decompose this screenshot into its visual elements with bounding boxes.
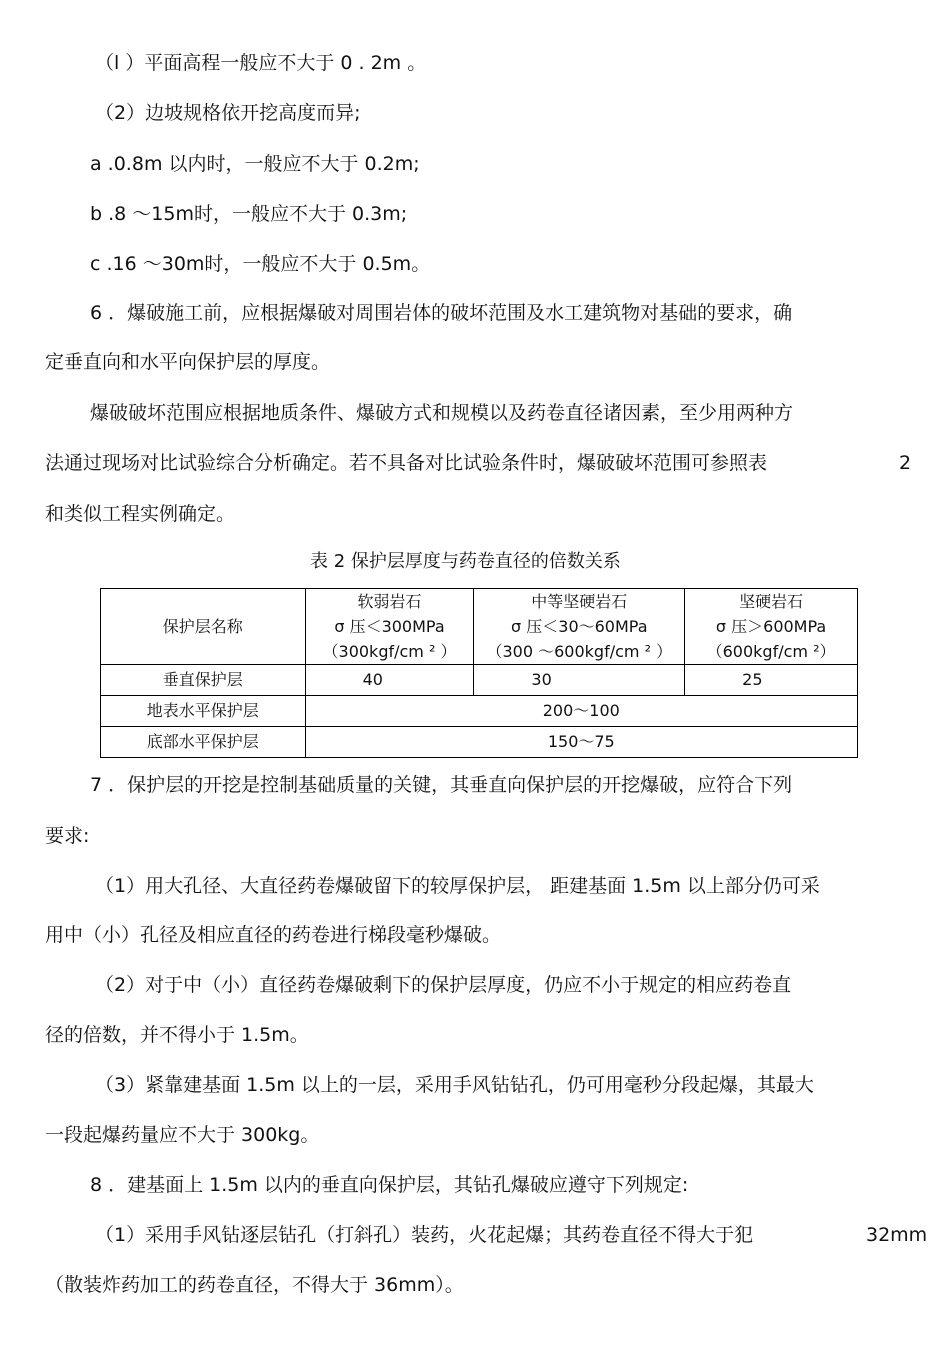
paragraph-1: （l ）平面高程一般应不大于 0 . 2m 。: [95, 52, 427, 74]
header-medium-rock-cell: [474, 589, 685, 665]
table-row: [101, 696, 858, 727]
paragraph-4: b .8 ～15m时，一般应不大于 0.3m;: [90, 203, 408, 225]
header-soft-rock-label: 软弱岩石: [357, 592, 422, 611]
paragraph-11: 7 ．保护层的开挖是控制基础质量的关键，其垂直向保护层的开挖爆破，应符合下列: [90, 774, 793, 796]
header-hard-rock-pressure: σ 压＞600MPa: [715, 617, 827, 636]
paragraph-3: a .0.8m 以内时，一般应不大于 0.2m;: [90, 153, 420, 175]
paragraph-6: 6 ．爆破施工前，应根据爆破对周围岩体的破坏范围及水工建筑物对基础的要求，确: [90, 302, 793, 324]
table-row: [101, 665, 858, 696]
row-name-cell: 垂直保护层: [101, 665, 306, 696]
paragraph-16: 径的倍数，并不得小于 1.5m。: [45, 1024, 309, 1046]
paragraph-20-tail: 32mm: [866, 1224, 928, 1246]
header-medium-rock-label: 中等坚硬岩石: [531, 592, 628, 611]
paragraph-20: （1）采用手风钻逐层钻孔（打斜孔）装药，火花起爆；其药卷直径不得大于犯: [95, 1224, 754, 1246]
row-value-cell: 30: [474, 665, 685, 696]
paragraph-13: （1）用大孔径、大直径药卷爆破留下的较厚保护层， 距建基面 1.5m 以上部分仍可采: [95, 875, 820, 897]
table-row: [101, 727, 858, 758]
row-merged-value-cell: 200～100: [305, 696, 857, 727]
row-value-cell: 25: [685, 665, 858, 696]
row-value-cell: 40: [305, 665, 474, 696]
paragraph-8: 爆破破坏范围应根据地质条件、爆破方式和规模以及药卷直径诸因素，至少用两种方: [90, 402, 794, 424]
header-medium-rock-pressure: σ 压＜30～60MPa: [511, 617, 648, 636]
paragraph-9-tail: 2: [899, 452, 912, 474]
paragraph-15: （2）对于中（小）直径药卷爆破剩下的保护层厚度，仍应不小于规定的相应药卷直: [95, 974, 792, 996]
paragraph-12: 要求:: [45, 825, 90, 847]
paragraph-5: c .16 ～30m时，一般应不大于 0.5m。: [90, 253, 431, 275]
paragraph-10: 和类似工程实例确定。: [45, 503, 236, 525]
header-medium-rock-unit: （300 ～600kgf/cm ² ）: [486, 642, 673, 661]
header-soft-rock-cell: [305, 589, 474, 665]
paragraph-2: （2）边坡规格依开挖高度而异;: [95, 102, 361, 124]
header-soft-rock-unit: （300kgf/cm ² ）: [322, 642, 457, 661]
header-hard-rock-unit: （600kgf/cm ²）: [706, 642, 836, 661]
table-caption: 表 2 保护层厚度与药卷直径的倍数关系: [310, 551, 621, 572]
paragraph-14: 用中（小）孔径及相应直径的药卷进行梯段毫秒爆破。: [45, 924, 502, 946]
header-name-cell: 保护层名称: [101, 589, 306, 665]
row-name-cell: 地表水平保护层: [101, 696, 306, 727]
row-name-cell: 底部水平保护层: [101, 727, 306, 758]
paragraph-21: （散装炸药加工的药卷直径，不得大于 36mm）。: [45, 1274, 464, 1296]
protection-layer-table: [100, 588, 858, 758]
paragraph-18: 一段起爆药量应不大于 300kg。: [45, 1124, 320, 1146]
header-hard-rock-cell: [685, 589, 858, 665]
paragraph-19: 8 ．建基面上 1.5m 以内的垂直向保护层，其钻孔爆破应遵守下列规定:: [90, 1174, 689, 1196]
paragraph-7: 定垂直向和水平向保护层的厚度。: [45, 351, 331, 373]
table-header-row: [101, 589, 858, 665]
row-merged-value-cell: 150～75: [305, 727, 857, 758]
paragraph-17: （3）紧靠建基面 1.5m 以上的一层，采用手风钻钻孔，仍可用毫秒分段起爆，其最大: [95, 1074, 814, 1096]
header-soft-rock-pressure: σ 压＜300MPa: [334, 617, 445, 636]
paragraph-9: 法通过现场对比试验综合分析确定。若不具备对比试验条件时，爆破破坏范围可参照表: [45, 452, 768, 474]
header-hard-rock-label: 坚硬岩石: [739, 592, 804, 611]
